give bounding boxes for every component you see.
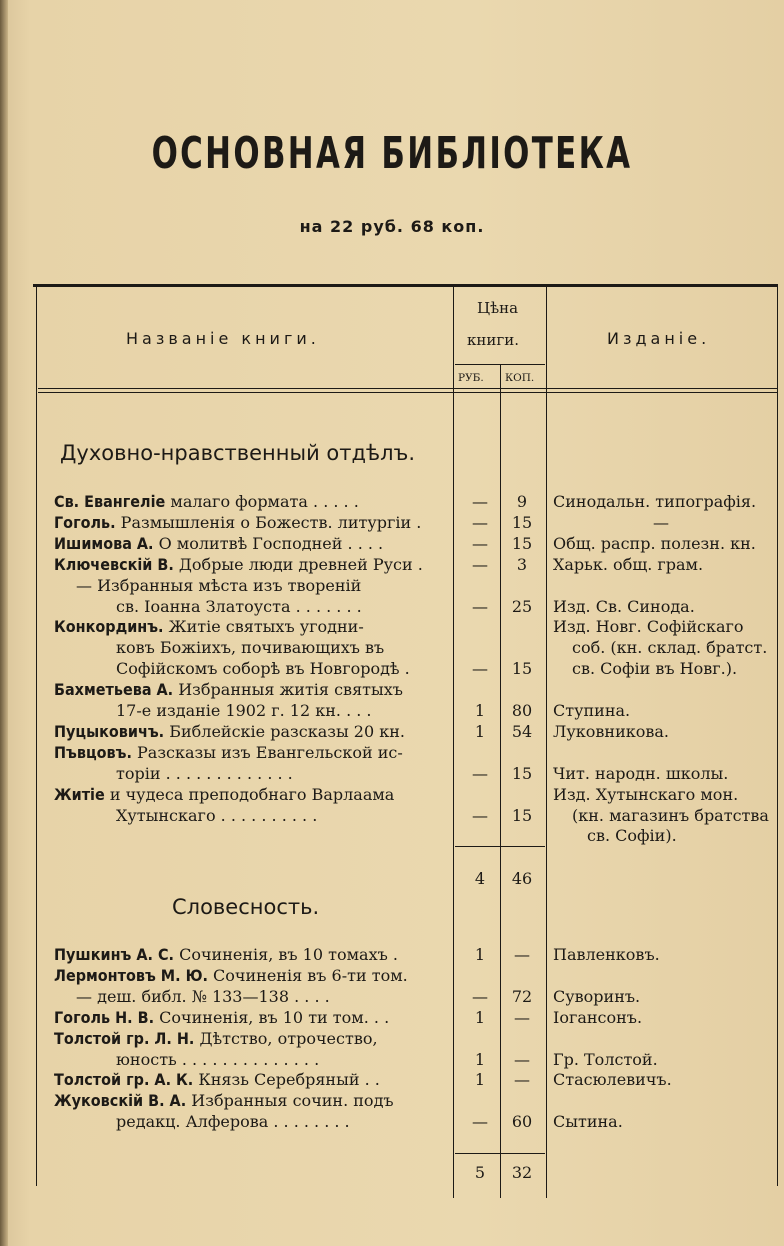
entry-title (54, 492, 359, 512)
entry-text: малаго формата . . . . . (165, 492, 359, 511)
price-kop: — (514, 1049, 530, 1069)
edition-text: св. Софіи). (587, 826, 677, 846)
edition-text: Изд. Св. Синода. (553, 596, 695, 616)
entry-text: Дѣтство, отрочество, (194, 1028, 378, 1048)
entry-text: 17-е изданіе 1902 г. 12 кн. . . . (116, 701, 372, 720)
entry-title (54, 785, 394, 805)
price-rub: — (472, 1112, 488, 1132)
entry-author: Пъвцовъ. (54, 742, 132, 762)
entry-author: Конкординъ. (54, 617, 164, 637)
entry-title (54, 945, 398, 965)
entry-author: Ишимова А. (54, 533, 154, 553)
price-col-right-rule (546, 286, 547, 1198)
edition-text: св. Софіи въ Новг.). (572, 659, 738, 679)
price-col-left-rule (453, 286, 454, 1198)
entry-title (54, 1008, 389, 1028)
edition-text: Изд. Хутынскаго мон. (553, 784, 739, 804)
entry-title (116, 1112, 350, 1132)
section-total-kop: 32 (511, 1163, 533, 1182)
entry-text: Избранныя житія святыхъ (173, 680, 403, 700)
price-kop: 15 (511, 659, 533, 679)
entry-author: Пушкинъ А. С. (54, 945, 174, 964)
price-rub: — (472, 596, 488, 616)
edition-text: Стасюлевичъ. (553, 1070, 672, 1090)
edition-text: Синодальн. типографія. (553, 492, 757, 511)
section-total-rub: 4 (474, 869, 486, 888)
price-kop: 15 (511, 805, 533, 825)
price-kop: 3 (516, 554, 528, 574)
price-kop: — (514, 1007, 530, 1027)
entry-text: юность . . . . . . . . . . . . . . (116, 1049, 320, 1069)
price-kop: 15 (511, 763, 533, 783)
edition-text: Гр. Толстой. (553, 1049, 658, 1069)
entry-title (116, 597, 362, 617)
section-total-rub: 5 (474, 1163, 486, 1182)
page-edge (0, 0, 8, 1246)
entry-author: Житіе (54, 784, 105, 804)
entry-author: Толстой гр. Л. Н. (54, 1028, 195, 1048)
entry-text: ковъ Божіихъ, почивающихъ въ (116, 638, 385, 658)
price-rub: — (472, 554, 488, 574)
price-col-mid-rule (500, 365, 501, 1198)
price-kop: 9 (516, 492, 528, 511)
price-kop: — (514, 945, 530, 964)
edition-text: (кн. магазинъ братства (572, 805, 769, 825)
edition-text: Ступина. (553, 701, 631, 720)
edition-text: Павленковъ. (553, 945, 660, 964)
price-kop: — (514, 1070, 530, 1090)
header-rub: РУБ. (458, 372, 484, 384)
price-rub: 1 (474, 1070, 486, 1090)
subtotal-rule-1 (455, 846, 545, 847)
header-price-line1: Цѣна (477, 299, 519, 317)
entry-author: Толстой гр. А. К. (54, 1070, 194, 1090)
entry-text: Разсказы изъ Евангельской ис- (131, 742, 403, 762)
table-left-border (36, 286, 37, 1186)
entry-author: Жуковскій В. А. (54, 1091, 187, 1111)
price-subheader-rule (455, 364, 545, 365)
entry-title (54, 555, 423, 575)
entry-text: Размышленія о Божеств. литургіи . (115, 512, 422, 532)
entry-title (116, 764, 293, 784)
entry-text: Добрые люди древней Руси . (173, 554, 423, 574)
section-total-kop: 46 (511, 869, 533, 888)
table-header-rule-2 (38, 392, 778, 393)
price-kop: 60 (511, 1112, 533, 1132)
edition-text: Сытина. (553, 1112, 623, 1132)
entry-text: Князь Серебряный . . (193, 1070, 380, 1090)
edition-text: Суворинъ. (553, 986, 641, 1006)
entry-text: Библейскіе разсказы 20 кн. (164, 721, 405, 741)
price-kop: 72 (511, 986, 533, 1006)
entry-title (54, 534, 383, 554)
entry-author: Гоголь. (54, 512, 116, 532)
price-kop: 25 (511, 596, 533, 616)
price-rub: — (472, 659, 488, 679)
price-kop: 54 (511, 721, 533, 741)
edition-text: Харьк. общ. грам. (553, 554, 704, 574)
price-rub: 1 (474, 701, 486, 720)
entry-title (116, 638, 384, 658)
table-right-border (777, 286, 778, 1186)
entry-text: св. Іоанна Златоуста . . . . . . . (116, 596, 362, 616)
price-rub: — (472, 492, 488, 511)
entry-title (76, 987, 330, 1007)
entry-title (54, 1070, 380, 1090)
edition-text: Іогансонъ. (553, 1007, 643, 1027)
header-price-line2: книги. (467, 331, 519, 349)
price-kop: 15 (511, 512, 533, 532)
entry-text: Житіе святыхъ угодни- (163, 617, 364, 637)
entry-title (116, 1050, 319, 1070)
entry-text: Софійскомъ соборѣ въ Новгородѣ . (116, 659, 410, 679)
entry-title (54, 966, 408, 986)
edition-text: Общ. распр. полезн. кн. (553, 533, 756, 553)
entry-title (54, 680, 403, 700)
edition-text: Изд. Новг. Софійскаго (553, 617, 744, 637)
table-header-rule (38, 388, 778, 389)
edition-text: соб. (кн. склад. братст. (572, 638, 768, 658)
entry-text: Сочиненія, въ 10 томахъ . (174, 945, 398, 964)
entry-title (76, 576, 361, 596)
edition-text: Луковникова. (553, 721, 669, 741)
entry-author: Св. Евангеліе (54, 492, 166, 511)
header-kop: КОП. (505, 372, 535, 384)
entry-text: Сочиненія въ 6-ти том. (207, 965, 408, 985)
price-rub: — (472, 986, 488, 1006)
entry-title (54, 1091, 394, 1111)
entry-text: — Избранныя мѣста изъ твореній (76, 575, 362, 595)
entry-title (54, 722, 405, 742)
entry-title (54, 1029, 378, 1049)
entry-text: Хутынскаго . . . . . . . . . . (116, 805, 318, 825)
entry-author: Гоголь Н. В. (54, 1007, 155, 1027)
entry-author: Пуцыковичъ. (54, 721, 165, 741)
header-book-name: Названіе книги. (126, 329, 320, 348)
entry-text: редакц. Алферова . . . . . . . . (116, 1112, 350, 1132)
price-rub: — (472, 512, 488, 532)
edition-text: Чит. народн. школы. (553, 763, 729, 783)
subtotal-rule-2 (455, 1153, 545, 1154)
section-heading: Духовно-нравственный отдѣлъ. (60, 441, 416, 465)
price-kop: 15 (511, 533, 533, 553)
price-kop: 80 (511, 701, 533, 720)
entry-author: Бахметьева А. (54, 680, 174, 700)
price-rub: 1 (474, 1049, 486, 1069)
price-rub: 1 (474, 721, 486, 741)
entry-title (116, 701, 372, 721)
entry-title (116, 806, 317, 826)
entry-author: Лермонтовъ М. Ю. (54, 965, 208, 985)
page-title: ОСНОВНАЯ БИБЛІОТЕКА (151, 128, 633, 179)
table-top-rule (33, 284, 778, 287)
entry-text: и чудеса преподобнаго Варлаама (104, 784, 395, 804)
price-rub: 1 (474, 1007, 486, 1027)
entry-title (54, 513, 421, 533)
entry-author: Ключевскій В. (54, 554, 174, 574)
entry-title (116, 659, 410, 679)
entry-text: — деш. библ. № 133—138 . . . . (76, 986, 330, 1006)
price-rub: — (472, 805, 488, 825)
edition-text: — (653, 512, 669, 532)
price-rub: — (472, 533, 488, 553)
entry-text: О молитвѣ Господней . . . . (153, 533, 384, 553)
entry-text: торіи . . . . . . . . . . . . . (116, 763, 293, 783)
entry-title (54, 743, 403, 763)
price-rub: 1 (474, 945, 486, 964)
entry-title (54, 617, 364, 637)
price-rub: — (472, 763, 488, 783)
section-heading: Словесность. (172, 895, 320, 919)
header-edition: Изданіе. (607, 329, 711, 348)
entry-text: Избранныя сочин. подъ (186, 1091, 394, 1111)
page-subtitle: на 22 руб. 68 коп. (299, 217, 485, 236)
entry-text: Сочиненія, въ 10 ти том. . . (154, 1007, 390, 1027)
